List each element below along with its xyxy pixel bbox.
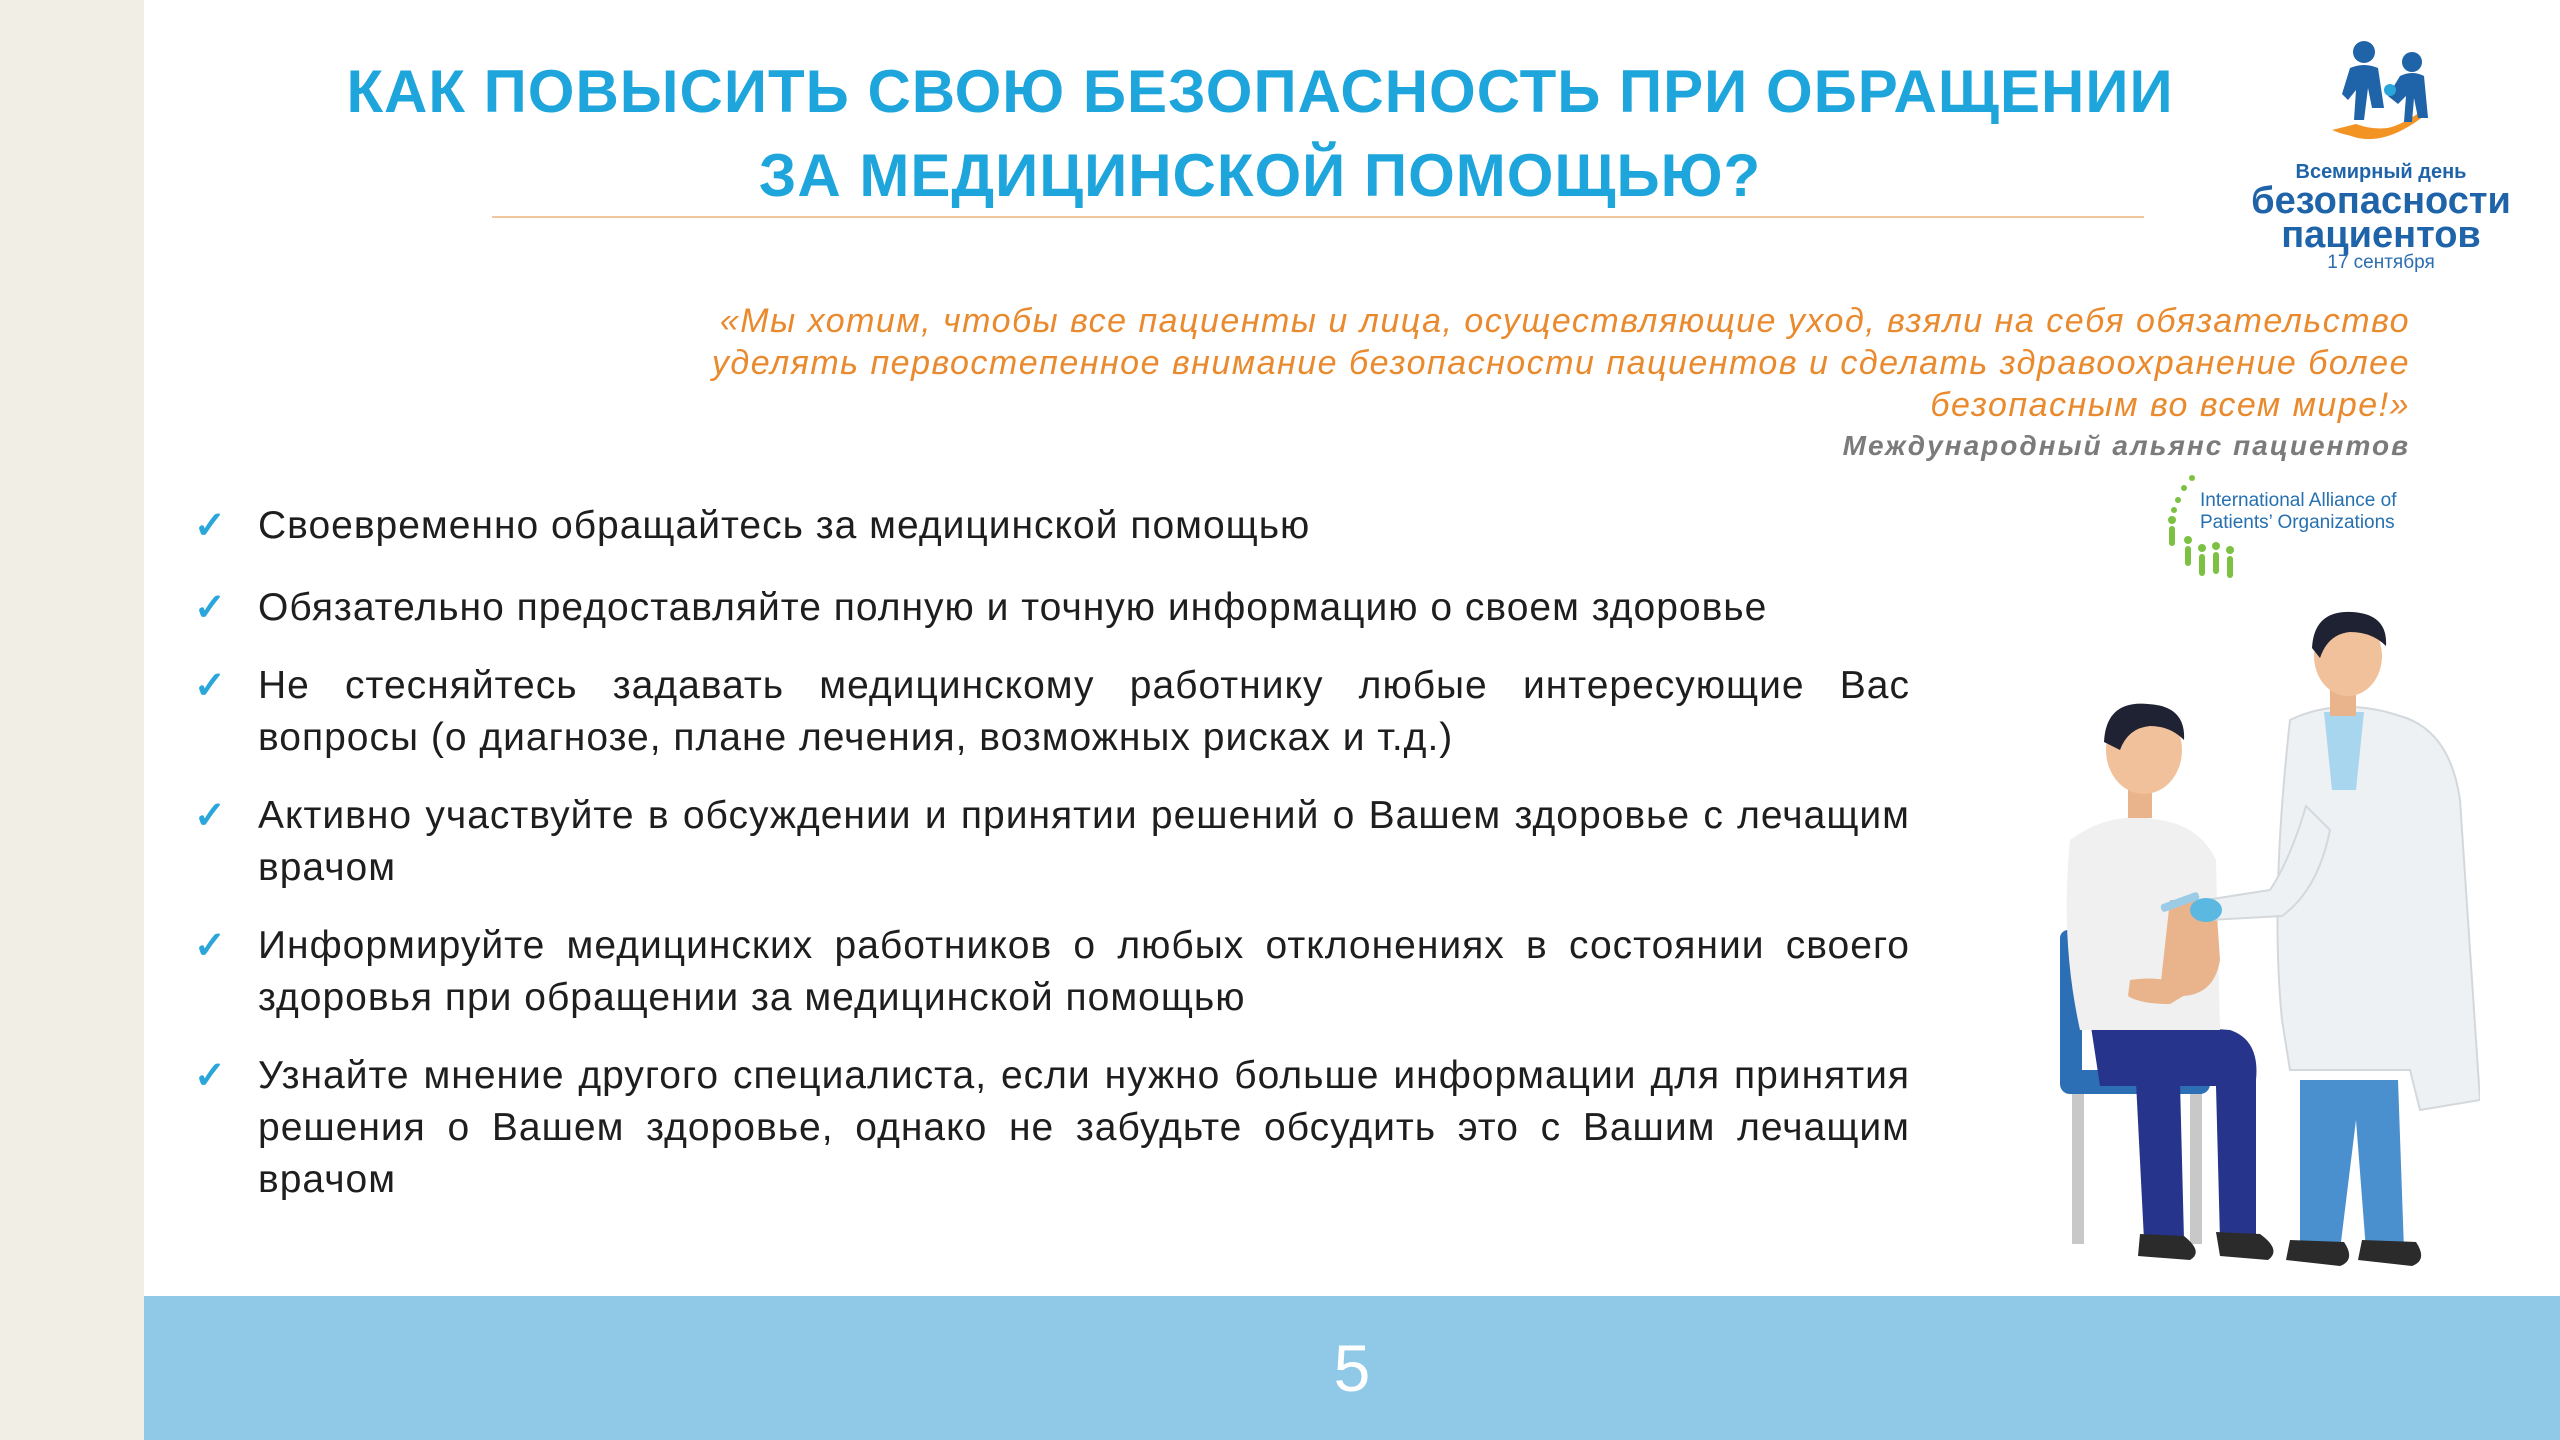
logo-caption [2236, 160, 2526, 274]
check-icon: ✓ [194, 587, 227, 629]
quote-block [560, 300, 2410, 464]
logo-text-line2: безопасности [2251, 180, 2511, 222]
list-item [190, 1050, 1910, 1206]
check-icon: ✓ [194, 505, 227, 547]
list-item [190, 920, 1910, 1024]
page-number: 5 [1333, 1331, 1371, 1405]
title-divider [492, 216, 2144, 218]
quote-line-1: «Мы хотим, чтобы все пациенты и лица, осуществляющие уход, взяли на себя обязательство [719, 302, 2410, 340]
check-icon: ✓ [194, 1055, 227, 1097]
iapo-text [2200, 490, 2450, 534]
slide-title [330, 50, 2190, 218]
list-item-text: Узнайте мнение другого специалиста, если нужно больше информации для принятия решения о Вашем здоровье, однако не забудьте обсудить это с Вашим лечащим врачом [258, 1054, 1910, 1201]
quote-line-3: безопасным во всем мире!» [1930, 386, 2410, 424]
quote-text [560, 300, 2410, 426]
quote-line-2: уделять первостепенное внимание безопасности пациентов и сделать здравоохранение более [711, 344, 2410, 382]
logo-text-line3: пациентов [2281, 214, 2481, 256]
patient-safety-day-logo [2236, 38, 2526, 278]
list-item [190, 500, 1910, 552]
left-margin-strip [0, 0, 144, 1440]
check-icon: ✓ [194, 925, 227, 967]
title-line-1: КАК ПОВЫСИТЬ СВОЮ БЕЗОПАСНОСТЬ ПРИ ОБРАЩЕНИИ [346, 58, 2174, 125]
list-item-text: Обязательно предоставляйте полную и точную информацию о своем здоровье [258, 586, 1768, 629]
iapo-logo [2162, 468, 2422, 584]
iapo-line-2: Patients’ Organizations [2200, 512, 2395, 533]
list-item-text: Не стесняйтесь задавать медицинскому работнику любые интересующие Вас вопросы (о диагнозе, плане лечения, возможных рисках и т.д.) [258, 664, 1910, 759]
doctor-vaccinating-patient-illustration [2020, 600, 2480, 1290]
title-line-2: ЗА МЕДИЦИНСКОЙ ПОМОЩЬЮ? [758, 142, 1762, 209]
list-item [190, 790, 1910, 894]
list-item [190, 582, 1910, 634]
people-icon [2328, 38, 2448, 158]
check-icon: ✓ [194, 665, 227, 707]
list-item [190, 660, 1910, 764]
safety-checklist [190, 500, 1910, 1232]
list-item-text: Активно участвуйте в обсуждении и принятии решений о Вашем здоровье с лечащим врачом [258, 794, 1910, 889]
list-item-text: Информируйте медицинских работников о любых отклонениях в состоянии своего здоровья при обращении за медицинской помощью [258, 924, 1910, 1019]
check-icon: ✓ [194, 795, 227, 837]
iapo-line-1: International Alliance of [2200, 490, 2397, 511]
logo-date: 17 сентября [2327, 252, 2435, 273]
logo-text-line1: Всемирный день [2295, 161, 2467, 183]
footer-band [144, 1296, 2560, 1440]
list-item-text: Своевременно обращайтесь за медицинской помощью [258, 504, 1311, 547]
quote-source: Международный альянс пациентов [1842, 430, 2410, 461]
